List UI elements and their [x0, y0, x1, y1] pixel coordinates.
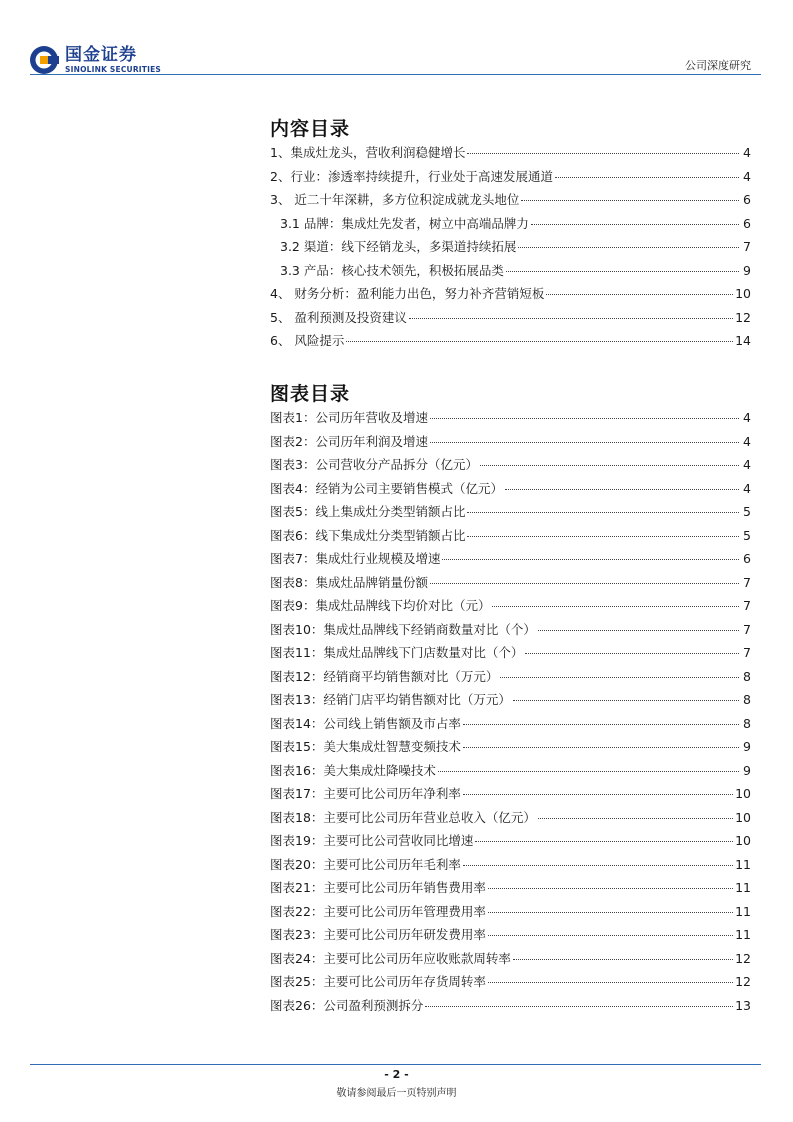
dot-leader	[430, 442, 739, 443]
dot-leader	[463, 794, 733, 795]
toc-entry-page: 6	[743, 192, 751, 207]
dot-leader	[442, 559, 739, 560]
toc-entry[interactable]	[270, 214, 751, 238]
toc-entry-label: 3.2 渠道：线下经销龙头，多渠道持续拓展	[280, 239, 517, 254]
toc-entry-label: 图表20：主要可比公司历年毛利率	[270, 856, 461, 872]
figure-entry[interactable]	[270, 526, 751, 550]
figure-entry[interactable]	[270, 714, 751, 738]
toc-entry-label: 图表16：美大集成灶降噪技术	[270, 762, 436, 778]
company-logo	[29, 45, 161, 75]
figure-entry[interactable]	[270, 996, 751, 1020]
toc-entry-label: 图表18：主要可比公司历年营业总收入（亿元）	[270, 809, 536, 825]
toc-entry-label: 图表17：主要可比公司历年净利率	[270, 786, 461, 801]
toc-entry-page: 7	[743, 645, 751, 660]
figure-entry[interactable]	[270, 737, 751, 761]
toc-entry-label: 图表4：经销为公司主要销售模式（亿元）	[270, 480, 503, 496]
toc-entry-page: 5	[743, 527, 751, 543]
toc-entry-label: 图表14：公司线上销售额及市占率	[270, 715, 461, 731]
dot-leader	[513, 959, 733, 960]
figure-entry[interactable]	[270, 502, 751, 526]
dot-leader	[467, 536, 739, 537]
dot-leader	[488, 888, 733, 889]
toc-entry-page: 6	[743, 215, 751, 231]
dot-leader	[513, 700, 739, 701]
figure-entry[interactable]	[270, 902, 751, 926]
toc-entry-page: 10	[735, 833, 751, 848]
toc-entry[interactable]	[270, 261, 751, 285]
dot-leader	[467, 153, 739, 154]
logo-english-name: SINOLINK SECURITIES	[65, 65, 162, 74]
toc-entry-label: 图表5：线上集成灶分类型销额占比	[270, 504, 466, 519]
toc-entry-page: 12	[735, 309, 751, 325]
toc-entry-label: 4、 财务分析：盈利能力出色，努力补齐营销短板	[270, 286, 545, 301]
dot-leader	[525, 653, 739, 654]
toc-entry-page: 11	[735, 880, 751, 895]
toc-entry-page: 11	[735, 927, 751, 942]
toc-entry-page: 14	[735, 333, 751, 348]
toc-entry-label: 3.1 品牌：集成灶先发者，树立中高端品牌力	[280, 215, 529, 231]
toc-entry-label: 2、行业：渗透率持续提升，行业处于高速发展通道	[270, 168, 553, 184]
toc-entry-label: 图表6：线下集成灶分类型销额占比	[270, 527, 466, 543]
document-type: 公司深度研究	[685, 59, 751, 72]
figure-entry[interactable]	[270, 479, 751, 503]
toc-entry-page: 6	[743, 551, 751, 566]
figure-entry[interactable]	[270, 808, 751, 832]
toc-entry-label: 1、集成灶龙头，营收利润稳健增长	[270, 145, 466, 160]
sinolink-logo-icon	[29, 45, 59, 75]
dot-leader	[492, 606, 739, 607]
toc-entry-label: 图表2：公司历年利润及增速	[270, 433, 428, 449]
dot-leader	[425, 1006, 733, 1007]
figure-entry[interactable]	[270, 925, 751, 949]
toc-entry[interactable]	[270, 331, 751, 355]
toc-entry-page: 8	[743, 692, 751, 707]
toc-entry[interactable]	[270, 190, 751, 214]
figure-entry[interactable]	[270, 596, 751, 620]
dot-leader	[463, 724, 739, 725]
dot-leader	[463, 865, 733, 866]
toc-entry-label: 3.3 产品：核心技术领先，积极拓展品类	[280, 262, 504, 278]
figure-entry[interactable]	[270, 432, 751, 456]
dot-leader	[430, 583, 739, 584]
dot-leader	[518, 247, 739, 248]
dot-leader	[467, 512, 739, 513]
toc-entry-page: 12	[735, 950, 751, 966]
figure-entry[interactable]	[270, 643, 751, 667]
toc-entry-page: 4	[743, 480, 751, 496]
toc-entry-page: 4	[743, 457, 751, 472]
toc-entry-page: 4	[743, 433, 751, 449]
toc-entry[interactable]	[270, 143, 751, 167]
dot-leader	[488, 912, 733, 913]
toc-entry-label: 图表10：集成灶品牌线下经销商数量对比（个）	[270, 621, 536, 637]
dot-leader	[538, 818, 733, 819]
toc-entry-label: 3、 近二十年深耕，多方位积淀成就龙头地位	[270, 192, 520, 207]
toc-entry-page: 9	[743, 762, 751, 778]
toc-entry[interactable]	[270, 167, 751, 191]
dot-leader	[488, 982, 733, 983]
toc-entry-label: 5、 盈利预测及投资建议	[270, 309, 407, 325]
figure-entry[interactable]	[270, 831, 751, 855]
toc-entry-label: 图表1：公司历年营收及增速	[270, 410, 428, 425]
toc-entry-page: 4	[743, 168, 751, 184]
figure-entry[interactable]	[270, 855, 751, 879]
toc-entry-label: 图表19：主要可比公司营收同比增速	[270, 833, 474, 848]
toc-entry-label: 图表3：公司营收分产品拆分（亿元）	[270, 457, 478, 472]
toc-entry-page: 10	[735, 809, 751, 825]
toc-entry-page: 10	[735, 286, 751, 301]
logo-chinese-name: 国金证券	[65, 45, 137, 65]
toc-entry-label: 图表25：主要可比公司历年存货周转率	[270, 974, 486, 989]
contents-title: 内容目录	[270, 118, 351, 140]
header-divider	[30, 74, 761, 75]
dot-leader	[488, 935, 733, 936]
toc-entry-label: 图表12：经销商平均销售额对比（万元）	[270, 668, 499, 684]
toc-entry[interactable]	[270, 284, 751, 308]
contents-list	[270, 143, 751, 355]
figure-entry[interactable]	[270, 455, 751, 479]
toc-entry-page: 9	[743, 262, 751, 278]
figure-entry[interactable]	[270, 784, 751, 808]
toc-entry-page: 13	[735, 997, 751, 1013]
figure-entry[interactable]	[270, 690, 751, 714]
toc-entry-page: 7	[743, 598, 751, 613]
toc-entry-page: 12	[735, 974, 751, 989]
toc-entry-page: 7	[743, 239, 751, 254]
dot-leader	[546, 294, 733, 295]
toc-entry-page: 11	[735, 856, 751, 872]
toc-entry-label: 图表24：主要可比公司历年应收账款周转率	[270, 950, 511, 966]
dot-leader	[500, 677, 739, 678]
dot-leader	[505, 489, 739, 490]
toc-entry-label: 图表21：主要可比公司历年销售费用率	[270, 880, 486, 895]
dot-leader	[430, 418, 739, 419]
dot-leader	[555, 177, 739, 178]
footer-divider	[30, 1064, 761, 1065]
toc-entry[interactable]	[270, 237, 751, 261]
toc-entry-page: 9	[743, 739, 751, 754]
dot-leader	[480, 465, 739, 466]
figure-entry[interactable]	[270, 761, 751, 785]
dot-leader	[475, 841, 733, 842]
toc-entry-label: 图表11：集成灶品牌线下门店数量对比（个）	[270, 645, 524, 660]
page-number: - 2 -	[384, 1068, 409, 1081]
figure-entry[interactable]	[270, 972, 751, 996]
dot-leader	[531, 224, 739, 225]
toc-entry-label: 图表9：集成灶品牌线下均价对比（元）	[270, 598, 491, 613]
toc-entry-label: 图表7：集成灶行业规模及增速	[270, 551, 441, 566]
toc-entry-page: 4	[743, 410, 751, 425]
toc-entry-label: 图表23：主要可比公司历年研发费用率	[270, 927, 486, 942]
figures-title: 图表目录	[270, 383, 351, 405]
figure-entry[interactable]	[270, 949, 751, 973]
toc-entry-page: 7	[743, 621, 751, 637]
figure-entry[interactable]	[270, 620, 751, 644]
figure-entry[interactable]	[270, 878, 751, 902]
dot-leader	[409, 318, 733, 319]
figure-entry[interactable]	[270, 573, 751, 597]
toc-entry-page: 8	[743, 715, 751, 731]
figure-entry[interactable]	[270, 549, 751, 573]
toc-entry-page: 4	[743, 145, 751, 160]
figure-entry[interactable]	[270, 408, 751, 432]
dot-leader	[538, 630, 739, 631]
footer-disclaimer: 敬请参阅最后一页特别声明	[336, 1088, 457, 1099]
dot-leader	[521, 200, 739, 201]
figures-list	[270, 408, 751, 1019]
toc-entry-label: 6、 风险提示	[270, 333, 345, 348]
toc-entry-label: 图表22：主要可比公司历年管理费用率	[270, 903, 486, 919]
toc-entry-page: 10	[735, 786, 751, 801]
dot-leader	[506, 271, 739, 272]
toc-entry[interactable]	[270, 308, 751, 332]
toc-entry-page: 7	[743, 574, 751, 590]
dot-leader	[438, 771, 739, 772]
toc-entry-page: 8	[743, 668, 751, 684]
toc-entry-label: 图表26：公司盈利预测拆分	[270, 997, 424, 1013]
toc-entry-label: 图表15：美大集成灶智慧变频技术	[270, 739, 461, 754]
toc-entry-page: 5	[743, 504, 751, 519]
toc-entry-label: 图表8：集成灶品牌销量份额	[270, 574, 428, 590]
dot-leader	[463, 747, 739, 748]
toc-entry-label: 图表13：经销门店平均销售额对比（万元）	[270, 692, 511, 707]
toc-entry-page: 11	[735, 903, 751, 919]
dot-leader	[346, 341, 733, 342]
figure-entry[interactable]	[270, 667, 751, 691]
